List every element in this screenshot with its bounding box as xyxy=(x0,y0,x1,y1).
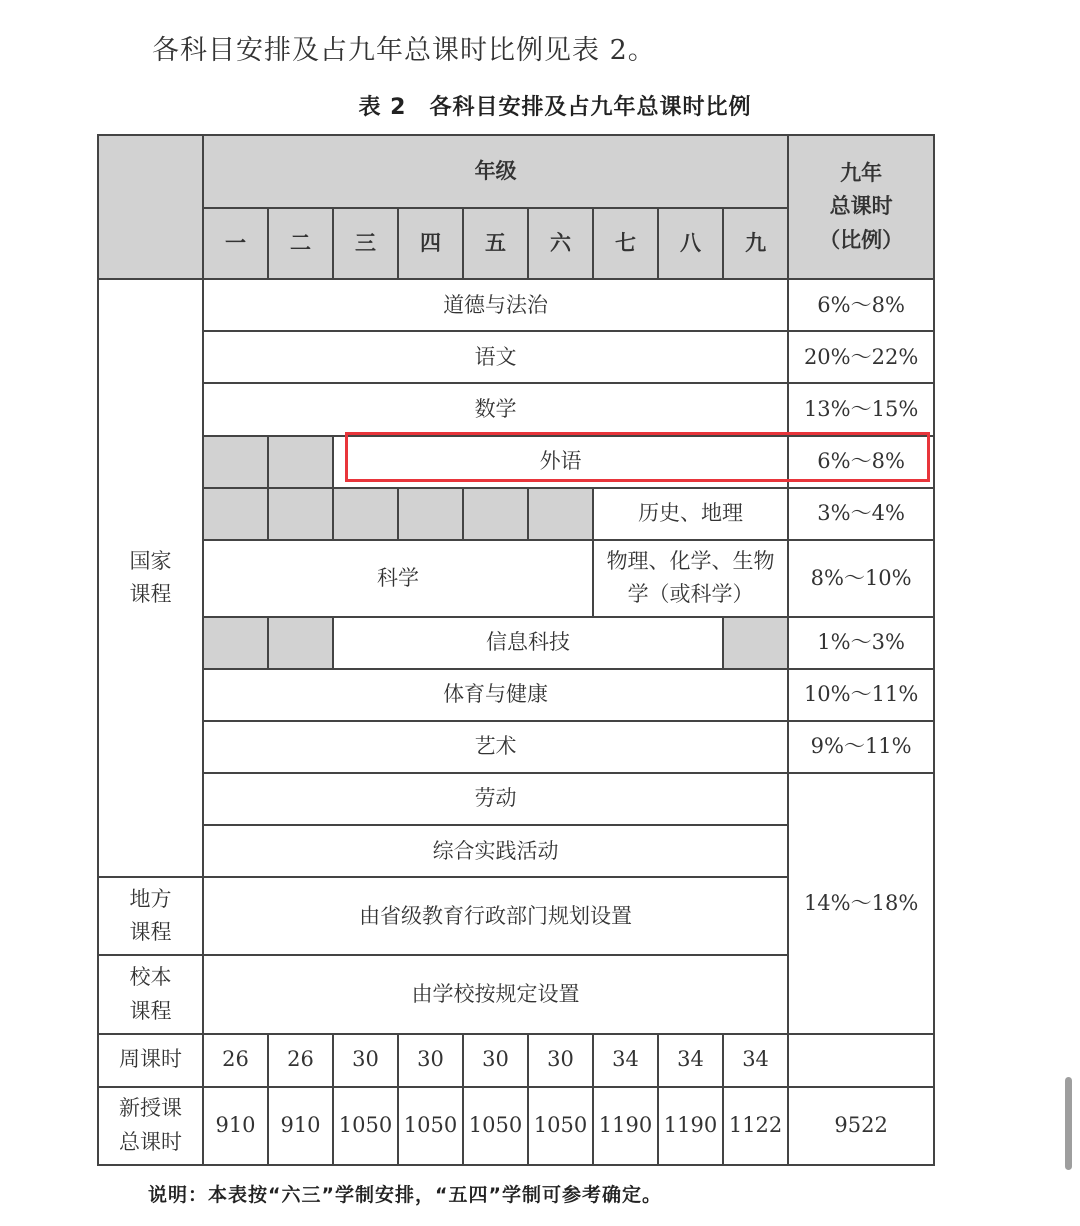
ratio-pe: 10%～11% xyxy=(788,669,934,721)
subject-info-tech: 信息科技 xyxy=(333,617,723,669)
curriculum-table xyxy=(97,134,935,1166)
total-value: 1050 xyxy=(463,1087,528,1165)
totals-label-line1: 新授课 xyxy=(119,1096,182,1121)
subject-foreign: 外语 xyxy=(333,436,788,488)
empty-cell xyxy=(333,488,398,540)
weekly-value: 34 xyxy=(593,1034,658,1087)
subject-labor: 劳动 xyxy=(203,773,788,825)
ratio-foreign: 6%～8% xyxy=(788,436,934,488)
corner-cell xyxy=(98,135,203,279)
ratio-combined: 14%～18% xyxy=(788,773,934,1033)
ratio-chinese: 20%～22% xyxy=(788,331,934,383)
subject-physics-chem-bio xyxy=(593,540,788,617)
weekly-label: 周课时 xyxy=(98,1034,203,1087)
total-value: 910 xyxy=(268,1087,333,1165)
local-line2: 课程 xyxy=(129,920,172,945)
subject-morality: 道德与法治 xyxy=(203,279,788,331)
total-value: 1190 xyxy=(658,1087,723,1165)
totals-label-line2: 总课时 xyxy=(119,1129,182,1154)
empty-cell xyxy=(268,436,333,488)
subject-school-desc: 由学校按规定设置 xyxy=(203,955,788,1033)
weekly-value: 34 xyxy=(658,1034,723,1087)
ratio-art: 9%～11% xyxy=(788,721,934,773)
weekly-value: 34 xyxy=(723,1034,788,1087)
empty-cell xyxy=(723,617,788,669)
ratio-math: 13%～15% xyxy=(788,383,934,435)
subject-local-desc: 由省级教育行政部门规划设置 xyxy=(203,877,788,955)
total-value: 1050 xyxy=(333,1087,398,1165)
total-header-line1: 九年 xyxy=(840,160,883,185)
category-school xyxy=(98,955,203,1033)
intro-text: 各科目安排及占九年总课时比例见表 2。 xyxy=(152,35,656,66)
total-value: 910 xyxy=(203,1087,268,1165)
subject-history-geo: 历史、地理 xyxy=(593,488,788,540)
weekly-value: 26 xyxy=(268,1034,333,1087)
total-header-line3: （比例） xyxy=(819,227,904,252)
grand-total: 9522 xyxy=(788,1087,934,1165)
national-line2: 课程 xyxy=(129,582,172,607)
subject-pe: 体育与健康 xyxy=(203,669,788,721)
weekly-value: 30 xyxy=(463,1034,528,1087)
grade-5: 五 xyxy=(463,208,528,279)
table-note: 说明：本表按“六三”学制安排，“五四”学制可参考确定。 xyxy=(148,1184,662,1206)
ratio-morality: 6%～8% xyxy=(788,279,934,331)
local-line1: 地方 xyxy=(129,886,172,911)
table-caption: 表 2 各科目安排及占九年总课时比例 xyxy=(358,95,752,120)
grade-7: 七 xyxy=(593,208,658,279)
empty-cell xyxy=(463,488,528,540)
grade-header: 年级 xyxy=(203,135,788,208)
empty-cell xyxy=(203,436,268,488)
weekly-total-empty xyxy=(788,1034,934,1087)
physics-line1: 物理、化学、生物 xyxy=(606,548,775,573)
category-local xyxy=(98,877,203,955)
total-value: 1190 xyxy=(593,1087,658,1165)
total-header-line2: 总课时 xyxy=(829,194,893,219)
total-value: 1050 xyxy=(528,1087,593,1165)
empty-cell xyxy=(268,617,333,669)
ratio-info-tech: 1%～3% xyxy=(788,617,934,669)
total-value: 1050 xyxy=(398,1087,463,1165)
totals-label xyxy=(98,1087,203,1165)
weekly-value: 30 xyxy=(333,1034,398,1087)
grade-3: 三 xyxy=(333,208,398,279)
scrollbar[interactable] xyxy=(1065,1077,1072,1170)
empty-cell xyxy=(203,488,268,540)
total-hours-header xyxy=(788,135,934,279)
subject-art: 艺术 xyxy=(203,721,788,773)
weekly-value: 30 xyxy=(528,1034,593,1087)
grade-8: 八 xyxy=(658,208,723,279)
empty-cell xyxy=(203,617,268,669)
category-national xyxy=(98,279,203,877)
subject-chinese: 语文 xyxy=(203,331,788,383)
grade-1: 一 xyxy=(203,208,268,279)
total-value: 1122 xyxy=(723,1087,788,1165)
empty-cell xyxy=(398,488,463,540)
grade-4: 四 xyxy=(398,208,463,279)
grade-2: 二 xyxy=(268,208,333,279)
ratio-history-geo: 3%～4% xyxy=(788,488,934,540)
ratio-science: 8%～10% xyxy=(788,540,934,617)
empty-cell xyxy=(268,488,333,540)
physics-line2: 学（或科学） xyxy=(627,582,754,607)
subject-practice: 综合实践活动 xyxy=(203,825,788,877)
subject-science: 科学 xyxy=(203,540,593,617)
national-line1: 国家 xyxy=(129,548,172,573)
school-line1: 校本 xyxy=(129,964,172,989)
weekly-value: 30 xyxy=(398,1034,463,1087)
weekly-value: 26 xyxy=(203,1034,268,1087)
subject-math: 数学 xyxy=(203,383,788,435)
school-line2: 课程 xyxy=(129,998,172,1023)
grade-6: 六 xyxy=(528,208,593,279)
empty-cell xyxy=(528,488,593,540)
grade-9: 九 xyxy=(723,208,788,279)
